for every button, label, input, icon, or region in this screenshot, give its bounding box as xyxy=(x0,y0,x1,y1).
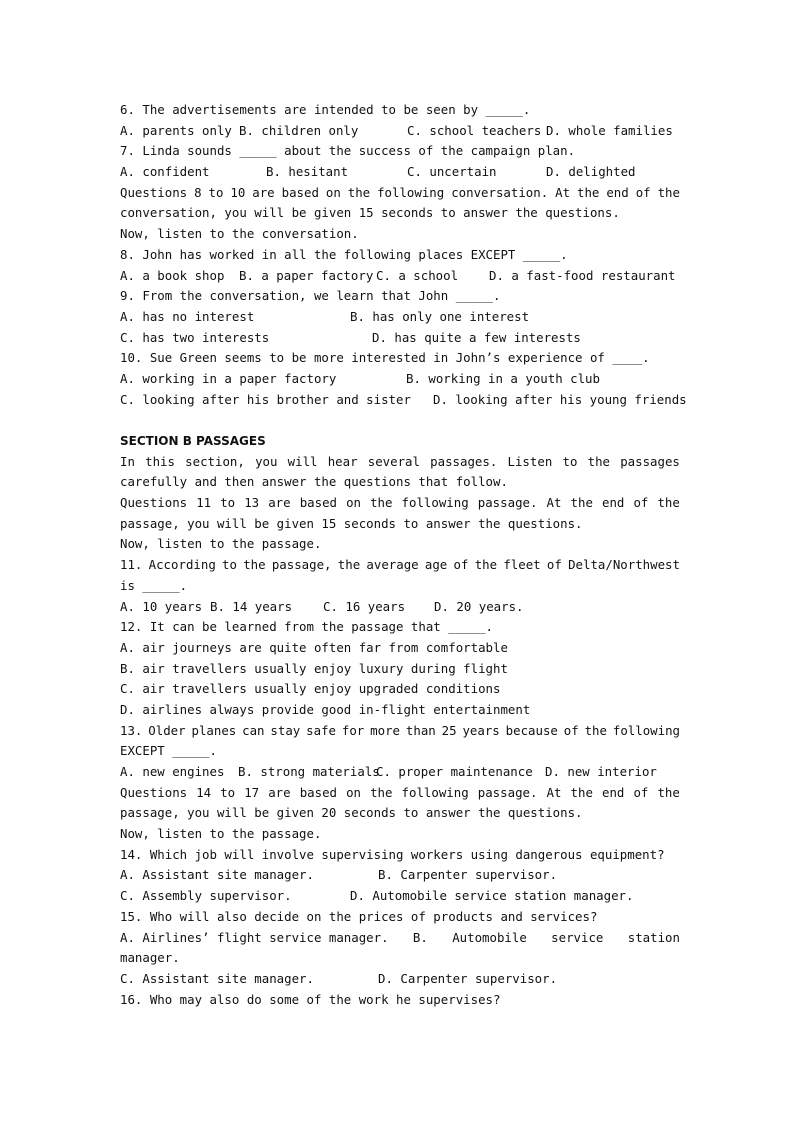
q11-stem-line1: 11. According to the passage, the average age of the fleet of Delta/Northwest xyxy=(120,557,680,573)
q15-options-row1: A. Airlines’ flight service manager. B. Automobile service station xyxy=(120,928,680,949)
q6-options xyxy=(120,121,680,142)
q10-option-c: C. looking after his brother and sister xyxy=(120,391,411,407)
q8-option-d: D. a fast-food restaurant xyxy=(489,267,676,283)
q15-options-row2 xyxy=(120,969,680,990)
q7-option-c: C. uncertain xyxy=(407,164,497,180)
q11-stem-line2: is _____. xyxy=(120,577,188,593)
q11-option-a: A. 10 years xyxy=(120,598,203,614)
q9-option-c: C. has two interests xyxy=(120,329,270,345)
q8-option-c: C. a school xyxy=(376,267,459,283)
q11-option-c: C. 16 years xyxy=(323,598,406,614)
q15-option-c: C. Assistant site manager. xyxy=(120,970,314,986)
q14-option-d: D. Automobile service station manager. xyxy=(350,888,634,904)
q13-option-c: C. proper maintenance xyxy=(376,764,533,779)
q8-option-a: A. a book shop xyxy=(120,267,225,283)
q6-option-b: B. children only xyxy=(239,122,359,138)
q8-options xyxy=(120,266,680,287)
q13-option-b: B. strong materials xyxy=(238,764,380,779)
q12-option-d: D. airlines always provide good in-flight entertainment xyxy=(120,701,531,717)
section-b-intro-line2: carefully and then answer the questions that follow. xyxy=(120,474,508,490)
intro-14-17-line1: Questions 14 to 17 are based on the following passage. At the end of the xyxy=(120,784,680,800)
q9-options-row2 xyxy=(120,328,680,349)
listen-instruction: Now, listen to the passage. xyxy=(120,536,322,552)
q6-option-c: C. school teachers xyxy=(407,122,542,138)
q14-option-b: B. Carpenter supervisor. xyxy=(378,867,558,883)
intro-8-10-line2: conversation, you will be given 15 seconds to answer the questions. xyxy=(120,205,620,221)
q10-options-row2 xyxy=(120,390,687,411)
q7-option-b: B. hesitant xyxy=(266,164,349,180)
q10-stem: 10. Sue Green seems to be more interested in John’s experience of ____. xyxy=(120,350,650,366)
intro-8-10-line1: Questions 8 to 10 are based on the following conversation. At the end of the xyxy=(120,184,680,200)
q6-option-d: D. whole families xyxy=(546,122,673,138)
q15-option-b-cont: manager. xyxy=(120,950,180,966)
q14-option-a: A. Assistant site manager. xyxy=(120,867,314,883)
listen-instruction: Now, listen to the passage. xyxy=(120,826,322,842)
q7-stem: 7. Linda sounds _____ about the success of the campaign plan. xyxy=(120,143,576,159)
q12-option-a: A. air journeys are quite often far from comfortable xyxy=(120,639,508,655)
q15-stem: 15. Who will also decide on the prices of products and services? xyxy=(120,908,598,924)
q10-option-d: D. looking after his young friends xyxy=(433,391,687,407)
intro-11-13-line1: Questions 11 to 13 are based on the following passage. At the end of the xyxy=(120,495,680,511)
q14-options-row2 xyxy=(120,886,680,907)
intro-14-17-line2: passage, you will be given 20 seconds to answer the questions. xyxy=(120,805,583,821)
intro-11-13-line2: passage, you will be given 15 seconds to answer the questions. xyxy=(120,515,583,531)
q9-option-d: D. has quite a few interests xyxy=(372,329,581,345)
q16-stem: 16. Who may also do some of the work he supervises? xyxy=(120,991,501,1007)
q7-options xyxy=(120,162,680,183)
q14-options-row1 xyxy=(120,865,680,886)
q9-option-a: A. has no interest xyxy=(120,308,255,324)
q12-option-b: B. air travellers usually enjoy luxury during flight xyxy=(120,660,508,676)
q12-option-c: C. air travellers usually enjoy upgraded conditions xyxy=(120,681,501,697)
q13-stem-line2: EXCEPT _____. xyxy=(120,743,217,759)
q14-option-c: C. Assembly supervisor. xyxy=(120,888,292,904)
q13-option-a: A. new engines xyxy=(120,764,225,779)
q9-option-b: B. has only one interest xyxy=(350,308,530,324)
q10-option-a: A. working in a paper factory xyxy=(120,370,337,386)
q8-option-b: B. a paper factory xyxy=(239,267,374,283)
q10-option-b: B. working in a youth club xyxy=(406,370,600,386)
q10-options-row1 xyxy=(120,369,680,390)
q13-options xyxy=(120,762,680,783)
q11-options xyxy=(120,597,680,618)
listen-instruction: Now, listen to the conversation. xyxy=(120,226,359,242)
q7-option-a: A. confident xyxy=(120,164,210,180)
q15-option-d: D. Carpenter supervisor. xyxy=(378,970,558,986)
q7-option-d: D. delighted xyxy=(546,164,636,180)
q15-option-b-label: B. xyxy=(412,929,428,945)
exam-page xyxy=(120,100,687,1010)
q13-option-d: D. new interior xyxy=(545,764,657,779)
q15-option-a: A. Airlines’ flight service manager. xyxy=(120,929,389,945)
q12-stem: 12. It can be learned from the passage that _____. xyxy=(120,619,493,635)
q9-stem: 9. From the conversation, we learn that John _____. xyxy=(120,288,501,304)
q14-stem: 14. Which job will involve supervising workers using dangerous equipment? xyxy=(120,846,665,862)
q11-option-d: D. 20 years. xyxy=(434,598,524,614)
section-b-heading: SECTION B PASSAGES xyxy=(120,434,266,448)
q6-stem: 6. The advertisements are intended to be seen by _____. xyxy=(120,102,531,117)
section-b-intro-line1: In this section, you will hear several passages. Listen to the passages xyxy=(120,453,680,469)
q8-stem: 8. John has worked in all the following places EXCEPT _____. xyxy=(120,246,568,262)
q11-option-b: B. 14 years xyxy=(210,598,293,614)
q6-option-a: A. parents only xyxy=(120,122,232,138)
q9-options-row1 xyxy=(120,307,680,328)
q13-stem-line1: 13. Older planes can stay safe for more than 25 years because of the following xyxy=(120,722,680,738)
